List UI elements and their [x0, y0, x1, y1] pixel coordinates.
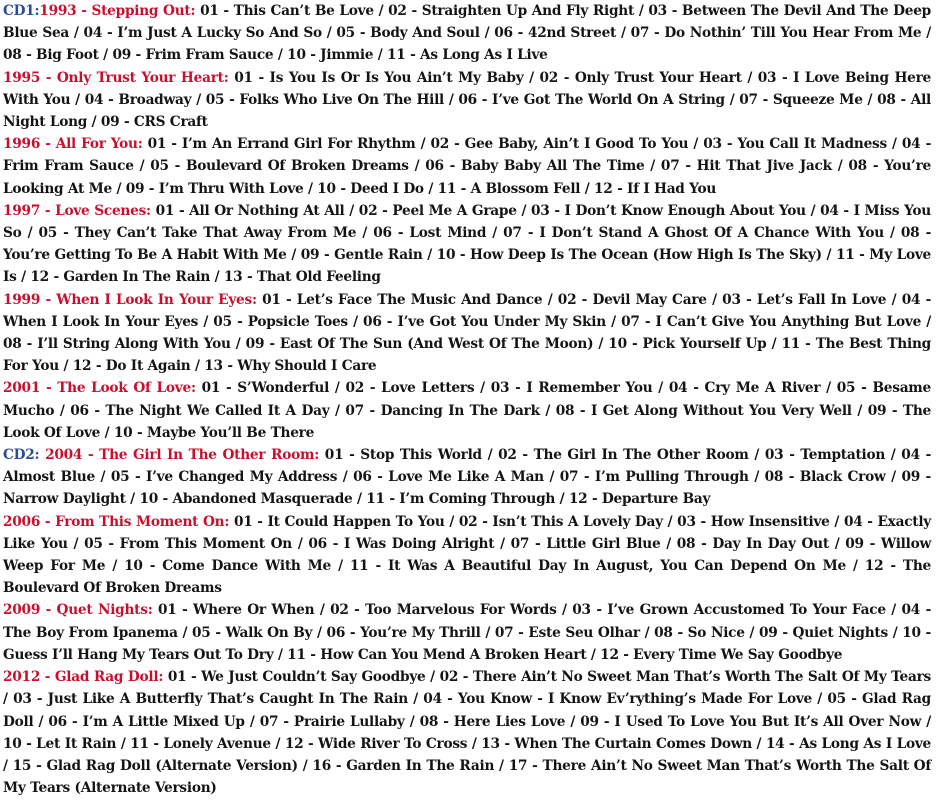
album-heading: 2006 - From This Moment On:	[3, 513, 230, 530]
album-heading: 1995 - Only Trust Your Heart:	[3, 69, 229, 86]
album-tracks: 01 - Is You Is Or Is You Ain’t My Baby / 02 - Only Trust Your Heart / 03 - I Love Being Here With You / 04 - Broadway / 05 - Folks Who Live On The Hill / 06 - I’ve Got The World On A String / 07 - Squeeze Me / 08 - All Night Long / 09 - CRS Craft	[3, 69, 932, 131]
album-heading: 1999 - When I Look In Your Eyes:	[3, 291, 257, 308]
album-entry	[3, 67, 931, 134]
album-heading: 1993 - Stepping Out:	[39, 3, 196, 19]
album-heading: 2009 - Quet Nights:	[3, 602, 153, 619]
album-tracks: 01 - This Can’t Be Love / 02 - Straighten Up And Fly Right / 03 - Between The Devil And The Deep Blue Sea / 04 - I’m Just A Lucky So And So / 05 - Body And Soul / 06 - 42nd Street / 07 - Do Nothin’ Till You Hear From Me / 08 - Big Foot / 09 - Frim Fram Sauce / 10 - Jimmie / 11 - As Long As I Live	[3, 3, 932, 64]
album-entry	[3, 200, 931, 289]
album-heading: 2012 - Glad Rag Doll:	[3, 669, 164, 686]
disc-label: CD2:	[3, 447, 40, 464]
album-entry	[3, 511, 931, 600]
album-entry	[3, 444, 931, 511]
album-tracks: 01 - All Or Nothing At All / 02 - Peel Me A Grape / 03 - I Don’t Know Enough About You / 04 - I Miss You So / 05 - They Can’t Take That Away From Me / 06 - Lost Mind / 07 - I Don’t Stand A Ghost Of A Chance With You / 08 - You’re Getting To Be A Habit With Me / 09 - Gentle Rain / 10 - How Deep Is The Ocean (How High Is The Sky) / 11 - My Love Is / 12 - Garden In The Rain / 13 - That Old Feeling	[3, 202, 932, 286]
album-tracks: 01 - Where Or When / 02 - Too Marvelous For Words / 03 - I’ve Grown Accustomed To Your Face / 04 - The Boy From Ipanema / 05 - Walk On By / 06 - You’re My Thrill / 07 - Este Seu Olhar / 08 - So Nice / 09 - Quiet Nights / 10 - Guess I’ll Hang My Tears Out To Dry / 11 - How Can You Mend A Broken Heart / 12 - Every Time We Say Goodbye	[3, 602, 932, 663]
album-heading: 2001 - The Look Of Love:	[3, 380, 196, 397]
album-tracks: 01 - Let’s Face The Music And Dance / 02 - Devil May Care / 03 - Let’s Fall In Love / 04 - When I Look In Your Eyes / 05 - Popsicle Toes / 06 - I’ve Got You Under My Skin / 07 - I Can’t Give You Anything But Love / 08 - I’ll String Along With You / 09 - East Of The Sun (And West Of The Moon) / 10 - Pick Yourself Up / 11 - The Best Thing For You / 12 - Do It Again / 13 - Why Should I Care	[3, 291, 932, 375]
album-entry	[3, 133, 931, 200]
album-heading: 1997 - Love Scenes:	[3, 202, 151, 219]
album-entry	[3, 0, 931, 67]
album-tracks: 01 - Stop This World / 02 - The Girl In The Other Room / 03 - Temptation / 04 - Almost Blue / 05 - I’ve Changed My Address / 06 - Love Me Like A Man / 07 - I’m Pulling Through / 08 - Black Crow / 09 - Narrow Daylight / 10 - Abandoned Masquerade / 11 - I’m Coming Through / 12 - Departure Bay	[3, 447, 932, 508]
tracklist-sheet	[3, 0, 931, 799]
disc-label: CD1:	[3, 3, 40, 19]
album-entry	[3, 289, 931, 378]
album-tracks: 01 - I’m An Errand Girl For Rhythm / 02 - Gee Baby, Ain’t I Good To You / 03 - You Call It Madness / 04 - Frim Fram Sauce / 05 - Boulevard Of Broken Dreams / 06 - Baby Baby All The Time / 07 - Hit That Jive Jack / 08 - You’re Looking At Me / 09 - I’m Thru With Love / 10 - Deed I Do / 11 - A Blossom Fell / 12 - If I Had You	[3, 136, 931, 197]
album-entry	[3, 666, 931, 799]
album-entry	[3, 377, 931, 444]
album-tracks: 01 - It Could Happen To You / 02 - Isn’t This A Lovely Day / 03 - How Insensitive / 04 - Exactly Like You / 05 - From This Moment On / 06 - I Was Doing Alright / 07 - Little Girl Blue / 08 - Day In Day Out / 09 - Willow Weep For Me / 10 - Come Dance With Me / 11 - It Was A Beautiful Day In August, You Can Depend On Me / 12 - The Boulevard Of Broken Dreams	[3, 513, 931, 597]
album-tracks: 01 - S’Wonderful / 02 - Love Letters / 03 - I Remember You / 04 - Cry Me A River / 05 - Besame Mucho / 06 - The Night We Called It A Day / 07 - Dancing In The Dark / 08 - I Get Along Without You Very Well / 09 - The Look Of Love / 10 - Maybe You’ll Be There	[3, 380, 932, 441]
album-entry	[3, 599, 931, 666]
album-heading: 1996 - All For You:	[3, 136, 143, 153]
album-tracks: 01 - We Just Couldn’t Say Goodbye / 02 - There Ain’t No Sweet Man That’s Worth The Salt Of My Tears / 03 - Just Like A Butterfly That’s Caught In The Rain / 04 - You Know - I Know Ev’rything’s Made For Love / 05 - Glad Rag Doll / 06 - I’m A Little Mixed Up / 07 - Prairie Lullaby / 08 - Here Lies Love / 09 - I Used To Love You But It’s All Over Now / 10 - Let It Rain / 11 - Lonely Avenue / 12 - Wide River To Cross / 13 - When The Curtain Comes Down / 14 - As Long As I Love / 15 - Glad Rag Doll (Alternate Version) / 16 - Garden In The Rain / 17 - There Ain’t No Sweet Man That’s Worth The Salt Of My Tears (Alternate Version)	[3, 669, 931, 797]
album-heading: 2004 - The Girl In The Other Room:	[45, 447, 320, 464]
